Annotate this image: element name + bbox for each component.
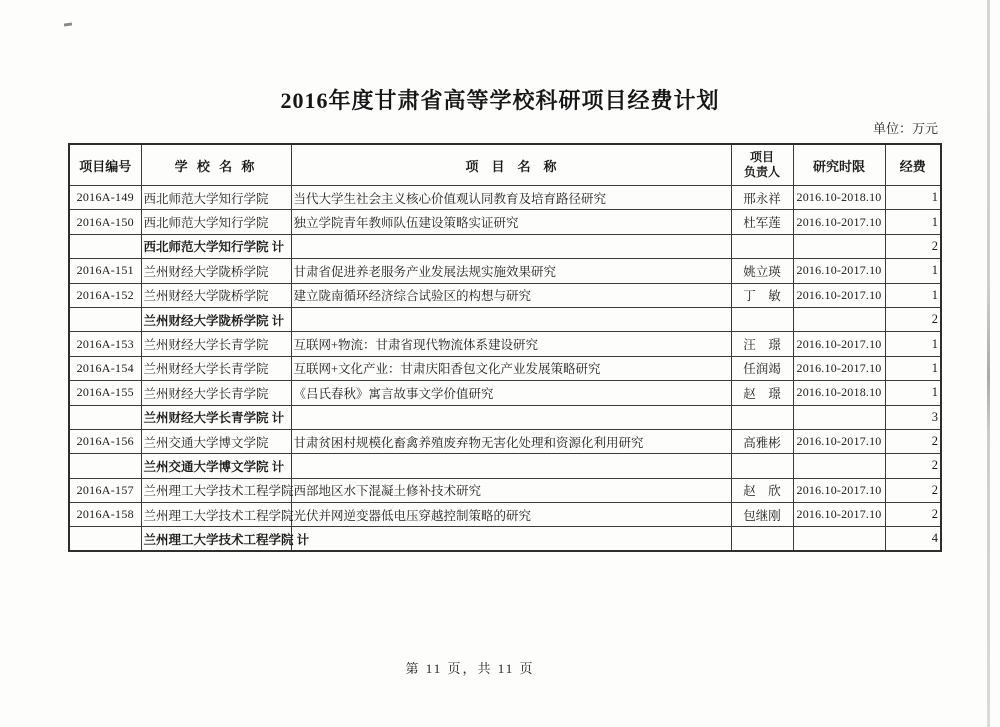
cell-period bbox=[793, 234, 885, 258]
cell-school: 兰州财经大学长青学院 bbox=[141, 356, 291, 380]
cell-period bbox=[793, 454, 885, 478]
cell-funding: 2 bbox=[885, 478, 941, 502]
table-row bbox=[69, 210, 941, 234]
table-row bbox=[69, 259, 941, 283]
cell-school: 兰州理工大学技术工程学院 计 bbox=[141, 527, 291, 551]
cell-project-id bbox=[69, 307, 141, 331]
cell-period: 2016.10-2017.10 bbox=[793, 356, 885, 380]
cell-project-name: 独立学院青年教师队伍建设策略实证研究 bbox=[291, 210, 731, 234]
cell-funding: 1 bbox=[885, 210, 941, 234]
cell-leader bbox=[731, 454, 793, 478]
cell-leader: 汪 璟 bbox=[731, 332, 793, 356]
cell-leader bbox=[731, 234, 793, 258]
cell-leader bbox=[731, 527, 793, 551]
cell-school: 兰州财经大学长青学院 计 bbox=[141, 405, 291, 429]
cell-period bbox=[793, 527, 885, 551]
table-row bbox=[69, 429, 941, 453]
header-period: 研究时限 bbox=[793, 144, 885, 186]
cell-school: 兰州理工大学技术工程学院 bbox=[141, 503, 291, 527]
table-row bbox=[69, 478, 941, 502]
cell-project-id: 2016A-154 bbox=[69, 356, 141, 380]
cell-project-name bbox=[291, 527, 731, 551]
cell-project-id: 2016A-157 bbox=[69, 478, 141, 502]
cell-period: 2016.10-2017.10 bbox=[793, 259, 885, 283]
cell-project-id: 2016A-153 bbox=[69, 332, 141, 356]
cell-project-id: 2016A-152 bbox=[69, 283, 141, 307]
header-funding: 经费 bbox=[885, 144, 941, 186]
cell-school: 兰州交通大学博文学院 bbox=[141, 429, 291, 453]
cell-leader: 高雅彬 bbox=[731, 429, 793, 453]
cell-project-name bbox=[291, 405, 731, 429]
cell-school: 兰州理工大学技术工程学院 bbox=[141, 478, 291, 502]
cell-period: 2016.10-2018.10 bbox=[793, 186, 885, 210]
cell-project-name: 当代大学生社会主义核心价值观认同教育及培育路径研究 bbox=[291, 186, 731, 210]
table-row bbox=[69, 283, 941, 307]
table-row bbox=[69, 356, 941, 380]
table-row bbox=[69, 381, 941, 405]
cell-funding: 2 bbox=[885, 429, 941, 453]
cell-project-id: 2016A-149 bbox=[69, 186, 141, 210]
cell-period: 2016.10-2017.10 bbox=[793, 332, 885, 356]
unit-label: 单位：万元 bbox=[872, 121, 938, 136]
cell-funding: 1 bbox=[885, 381, 941, 405]
cell-leader: 包继刚 bbox=[731, 503, 793, 527]
cell-funding: 1 bbox=[885, 283, 941, 307]
cell-project-name: 《吕氏春秋》寓言故事文学价值研究 bbox=[291, 381, 731, 405]
cell-project-name bbox=[291, 454, 731, 478]
cell-leader bbox=[731, 405, 793, 429]
cell-project-id bbox=[69, 405, 141, 429]
cell-project-id bbox=[69, 527, 141, 551]
cell-project-id bbox=[69, 234, 141, 258]
cell-school: 兰州财经大学长青学院 bbox=[141, 332, 291, 356]
cell-school: 西北师范大学知行学院 bbox=[141, 186, 291, 210]
funding-table bbox=[68, 143, 942, 552]
cell-funding: 2 bbox=[885, 234, 941, 258]
subtotal-row bbox=[69, 527, 941, 551]
cell-project-id: 2016A-151 bbox=[69, 259, 141, 283]
cell-funding: 1 bbox=[885, 332, 941, 356]
cell-leader: 邢永祥 bbox=[731, 186, 793, 210]
cell-period bbox=[793, 307, 885, 331]
scan-artifact bbox=[64, 22, 72, 26]
cell-funding: 2 bbox=[885, 454, 941, 478]
header-leader-line2: 负责人 bbox=[743, 165, 780, 179]
cell-project-name: 甘肃省促进养老服务产业发展法规实施效果研究 bbox=[291, 259, 731, 283]
cell-project-id: 2016A-155 bbox=[69, 381, 141, 405]
cell-project-id: 2016A-158 bbox=[69, 503, 141, 527]
cell-leader: 任润竭 bbox=[731, 356, 793, 380]
cell-project-name: 建立陇南循环经济综合试验区的构想与研究 bbox=[291, 283, 731, 307]
cell-funding: 1 bbox=[885, 186, 941, 210]
subtotal-row bbox=[69, 234, 941, 258]
cell-school: 西北师范大学知行学院 计 bbox=[141, 234, 291, 258]
cell-funding: 2 bbox=[885, 307, 941, 331]
cell-leader bbox=[731, 307, 793, 331]
cell-period: 2016.10-2017.10 bbox=[793, 478, 885, 502]
header-school: 学 校 名 称 bbox=[141, 144, 291, 186]
cell-project-name: 光伏并网逆变器低电压穿越控制策略的研究 bbox=[291, 503, 731, 527]
cell-period: 2016.10-2018.10 bbox=[793, 381, 885, 405]
cell-school: 兰州交通大学博文学院 计 bbox=[141, 454, 291, 478]
header-leader bbox=[731, 144, 793, 186]
cell-project-name: 互联网+文化产业：甘肃庆阳香包文化产业发展策略研究 bbox=[291, 356, 731, 380]
table-header bbox=[69, 144, 941, 186]
cell-school: 西北师范大学知行学院 bbox=[141, 210, 291, 234]
subtotal-row bbox=[69, 454, 941, 478]
cell-leader: 姚立瑛 bbox=[731, 259, 793, 283]
cell-funding: 1 bbox=[885, 259, 941, 283]
cell-period: 2016.10-2017.10 bbox=[793, 503, 885, 527]
cell-school: 兰州财经大学陇桥学院 计 bbox=[141, 307, 291, 331]
table-body bbox=[69, 186, 941, 552]
header-project-id: 项目编号 bbox=[69, 144, 141, 186]
table-row bbox=[69, 186, 941, 210]
cell-period: 2016.10-2017.10 bbox=[793, 210, 885, 234]
cell-project-name: 互联网+物流：甘肃省现代物流体系建设研究 bbox=[291, 332, 731, 356]
cell-funding: 1 bbox=[885, 356, 941, 380]
cell-school: 兰州财经大学长青学院 bbox=[141, 381, 291, 405]
cell-leader: 赵 欣 bbox=[731, 478, 793, 502]
cell-period: 2016.10-2017.10 bbox=[793, 429, 885, 453]
cell-project-name bbox=[291, 307, 731, 331]
cell-period: 2016.10-2017.10 bbox=[793, 283, 885, 307]
cell-funding: 2 bbox=[885, 503, 941, 527]
cell-project-name: 西部地区水下混凝土修补技术研究 bbox=[291, 478, 731, 502]
cell-school: 兰州财经大学陇桥学院 bbox=[141, 259, 291, 283]
cell-project-id bbox=[69, 454, 141, 478]
table-row bbox=[69, 332, 941, 356]
page-number: 第 11 页，共 11 页 bbox=[405, 661, 535, 676]
cell-funding: 3 bbox=[885, 405, 941, 429]
subtotal-row bbox=[69, 405, 941, 429]
cell-school: 兰州财经大学陇桥学院 bbox=[141, 283, 291, 307]
cell-leader: 赵 璟 bbox=[731, 381, 793, 405]
header-project-name: 项 目 名 称 bbox=[291, 144, 731, 186]
cell-project-id: 2016A-150 bbox=[69, 210, 141, 234]
subtotal-row bbox=[69, 307, 941, 331]
page-title: 2016年度甘肃省高等学校科研项目经费计划 bbox=[280, 88, 720, 113]
cell-leader: 丁 敏 bbox=[731, 283, 793, 307]
cell-project-id: 2016A-156 bbox=[69, 429, 141, 453]
cell-leader: 杜军莲 bbox=[731, 210, 793, 234]
header-leader-line1: 项目 bbox=[749, 150, 774, 164]
table-row bbox=[69, 503, 941, 527]
cell-period bbox=[793, 405, 885, 429]
cell-project-name: 甘肃贫困村规模化畜禽养殖废弃物无害化处理和资源化利用研究 bbox=[291, 429, 731, 453]
cell-funding: 4 bbox=[885, 527, 941, 551]
cell-project-name bbox=[291, 234, 731, 258]
